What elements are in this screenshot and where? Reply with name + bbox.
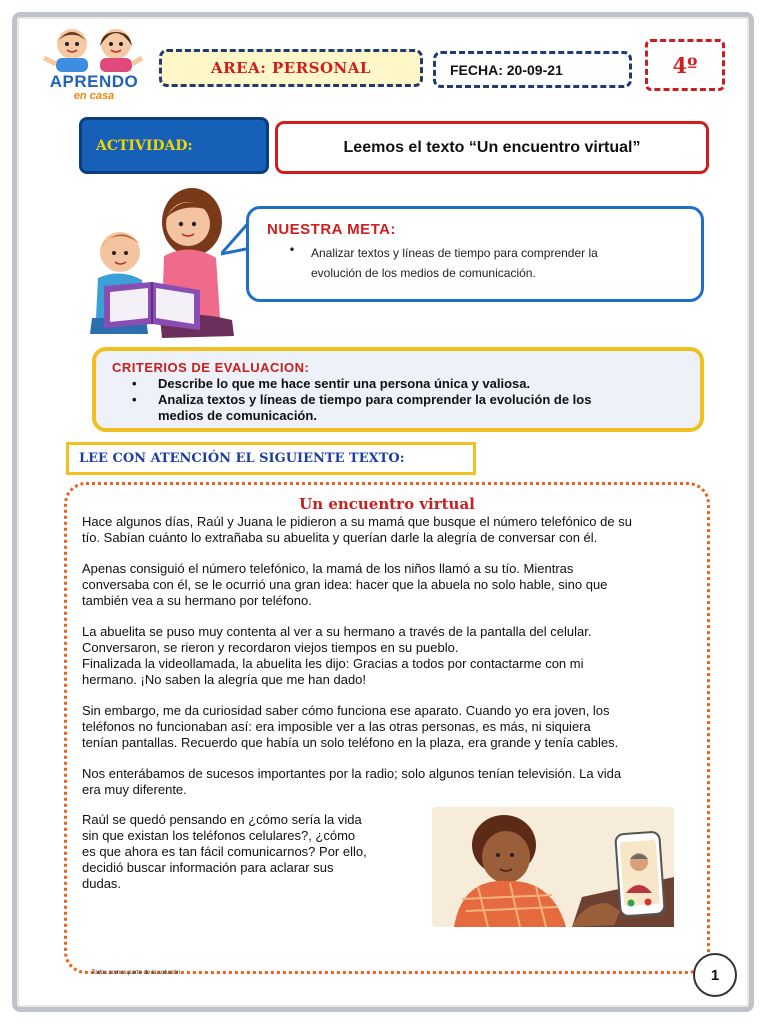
story-line: Hace algunos días, Raúl y Juana le pidieron a su mamá que busque el número telefónico de su: [82, 514, 632, 529]
story-line: tío. Sabían cuánto lo extrañaba su abuelita y querían darle la alegría de conversar con él.: [82, 530, 598, 545]
criteria-bullet: •: [132, 376, 137, 391]
story-line: conversaba con él, se le ocurrió una gran idea: hacer que la abuela no solo hable, sino que: [82, 577, 608, 592]
goal-item: [311, 243, 691, 283]
goal-box: [246, 206, 704, 302]
story-paragraph: [82, 561, 694, 609]
story-paragraph: [82, 624, 694, 688]
date-box: [433, 51, 632, 88]
story-line: también vea a su hermano por teléfono.: [82, 593, 312, 608]
story-line: hermano. ¡No saben la alegría que me han dado!: [82, 672, 367, 687]
story-line: teléfonos no funcionaban así: era imposible ver a las otras personas, es más, ni siquiera: [82, 719, 591, 734]
story-line: sin que existan los teléfonos celulares?, ¿cómo: [82, 828, 356, 843]
read-instruction: LEE CON ATENCIÓN EL SIGUIENTE TEXTO:: [79, 451, 405, 466]
story-line: dudas.: [82, 876, 122, 891]
story-line: Apenas consiguió el número telefónico, la mamá de los niños llamó a su tío. Mientras: [82, 561, 574, 576]
goal-line-2: evolución de los medios de comunicación.: [311, 266, 536, 280]
page-number-text: 1: [710, 966, 720, 984]
grandma-video-call-illustration: [432, 807, 674, 927]
activity-label: ACTIVIDAD:: [96, 137, 193, 154]
story-line: La abuelita se puso muy contenta al ver a su hermano a través de la pantalla del celular.: [82, 624, 592, 639]
criteria-list: [110, 376, 686, 424]
story-line: Nos enterábamos de sucesos importantes por la radio; solo algunos tenían televisión. La vida: [82, 766, 622, 781]
area-label: AREA: [211, 59, 261, 77]
criteria-item-2-line-1: Analiza textos y líneas de tiempo para comprender la evolución de los: [158, 392, 592, 407]
criteria-title: CRITERIOS DE EVALUACION:: [112, 360, 310, 375]
activity-title: Leemos el texto “Un encuentro virtual”: [343, 138, 641, 156]
grade-text: 4º: [672, 52, 698, 78]
logo-text: APRENDO: [49, 72, 139, 91]
goal-line-1: Analizar textos y líneas de tiempo para comprender la: [311, 246, 598, 260]
activity-label-box: [79, 117, 269, 174]
story-paragraph-last: [82, 812, 422, 892]
criteria-item: [110, 376, 686, 392]
criteria-item-1: Describe lo que me hace sentir una persona única y valiosa.: [158, 376, 531, 391]
story-paragraph: [82, 703, 694, 751]
story-line: era muy diferente.: [82, 782, 187, 797]
goal-bullet: •: [288, 243, 296, 257]
activity-title-box: [275, 121, 709, 174]
story-paragraph: [82, 514, 694, 546]
story-line: tenían pantallas. Recuerdo que había un solo teléfono en la plaza, era grande y tenía cables.: [82, 735, 619, 750]
story-line: Conversaron, se rieron y recordaron viejos tiempos en su pueblo.: [82, 640, 459, 655]
area-box: [159, 49, 423, 87]
page-number: [693, 953, 737, 997]
grade-box: [645, 39, 725, 91]
story-line: Sin embargo, me da curiosidad saber cómo funciona ese aparato. Cuando yo era joven, los: [82, 703, 610, 718]
criteria-item: [110, 392, 686, 424]
criteria-bullet: •: [132, 392, 137, 407]
goal-title: NUESTRA META:: [267, 221, 396, 238]
story-line: Raúl se quedó pensando en ¿cómo sería la vida: [82, 812, 362, 827]
date-text: FECHA: 20-09-21: [450, 61, 563, 78]
story-title: Un encuentro virtual: [299, 495, 475, 513]
story-paragraph: [82, 766, 694, 798]
story-line: decidió buscar información para aclarar sus: [82, 860, 334, 875]
criteria-item-2-line-2: medios de comunicación.: [158, 408, 317, 423]
footer-text: Todos somos parte de la solución: [91, 970, 181, 976]
logo-subtext: en casa: [73, 90, 115, 102]
mother-child-reading-illustration: [82, 178, 252, 346]
story-line: es que ahora es tan fácil comunicarnos? Por ello,: [82, 844, 367, 859]
story-text: [82, 514, 694, 813]
criteria-box: [92, 347, 704, 432]
story-line: Finalizada la videollamada, la abuelita les dijo: Gracias a todos por contactarme con mi: [82, 656, 584, 671]
area-value: : PERSONAL: [260, 59, 371, 77]
read-instruction-box: [66, 442, 476, 475]
